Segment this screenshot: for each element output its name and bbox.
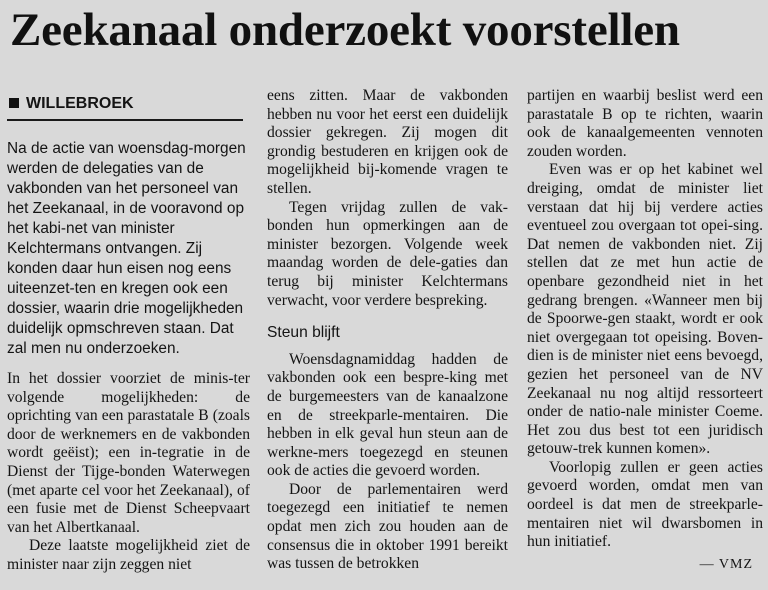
author-signature: — VMZ <box>699 556 753 572</box>
column-3 <box>527 87 763 574</box>
paragraph: Deze laatste mogelijkheid ziet de minister naar zijn zeggen niet <box>7 537 250 573</box>
bullet-square-icon <box>9 98 19 108</box>
dateline <box>7 91 243 121</box>
paragraph: Even was er op het kabinet wel dreiging, omdat de minister liet verstaan dat hij bij verdere acties eventueel zou overgaan tot opei-sing. Dat nemen de vakbonden niet. Zij stellen dat ze met hun actie de openbare gezondheid niet in het gedrang brengen. «Wanneer men bij de Spoorwe-gen staakt, wordt er ook niet overgegaan tot opeising. Boven-dien is de minister niet eens bevoegd, gezien het personeel van de NV Zeekanaal nu nog altijd ressorteert onder de natio-nale minister Coeme. Het zou dus best tot een juridisch getouw-trek kunnen komen». <box>527 161 763 458</box>
article-headline: Zeekanaal onderzoekt voorstellen <box>10 4 680 56</box>
lead-paragraph: Na de actie van woensdag-morgen werden de delegaties van de vakbonden van het personeel van het Zeekanaal, in de vooravond op het kabi-net van minister Kelchtermans ontvangen. Zij konden daar hun eisen nog eens uiteenzet-ten en kregen ook een dossier, waarin drie mogelijkheden duidelijk opmschreven staan. Dat zal men nu onderzoeken. <box>7 140 246 357</box>
paragraph: In het dossier voorziet de minis-ter volgende mogelijkheden: de oprichting van een parastatale B (zoals door de werknemers en de vakbonden wordt geëist); een in-tegratie in de Dienst der Tijge-bonden Waterwegen (met aparte cel voor het Zeekanaal), of een fusie met de Dienst Scheepvaart van het Albertkanaal. <box>7 370 250 536</box>
paragraph: Woensdagnamiddag hadden de vakbonden ook een bespre-king met de burgemeesters van de kanaalzone en de streekparle-mentairen. Die hebben in elk geval hun steun aan de werkne-mers toegezegd en steunen ook de acties die gevoerd worden. <box>267 350 508 480</box>
dateline-text: WILLEBROEK <box>26 95 134 112</box>
paragraph: Voorlopig zullen er geen acties gevoerd worden, omdat men van oordeel is dat men de streekparle-mentairen niet wil dwarsbomen in hun initiatief. <box>527 458 763 551</box>
paragraph: partijen en waarbij beslist werd een parastatale B op te richten, waarin ook de kanaalgemeenten vennoten zouden worden. <box>527 87 763 160</box>
paragraph: Tegen vrijdag zullen de vak-bonden hun opmerkingen aan de minister bezorgen. Volgende week maandag worden de dele-gaties dan terug bij minister Kelchtermans verwacht, voor verdere bespreking. <box>267 198 508 309</box>
subheading: Steun blijft <box>267 324 340 342</box>
paragraph: eens zitten. Maar de vakbonden hebben nu voor het eerst een duidelijk dossier gekregen. Zij mogen dit grondig bestuderen en krijgen ook de mogelijkheid bij-komende vragen te stellen. <box>267 87 508 197</box>
column-2 <box>267 87 508 574</box>
column-1-body <box>7 370 250 575</box>
paragraph: Door de parlementairen werd toegezegd een initiatief te nemen opdat men zich zou houden aan de consensus die in oktober 1991 bereikt was tussen de betrokken <box>267 480 508 573</box>
